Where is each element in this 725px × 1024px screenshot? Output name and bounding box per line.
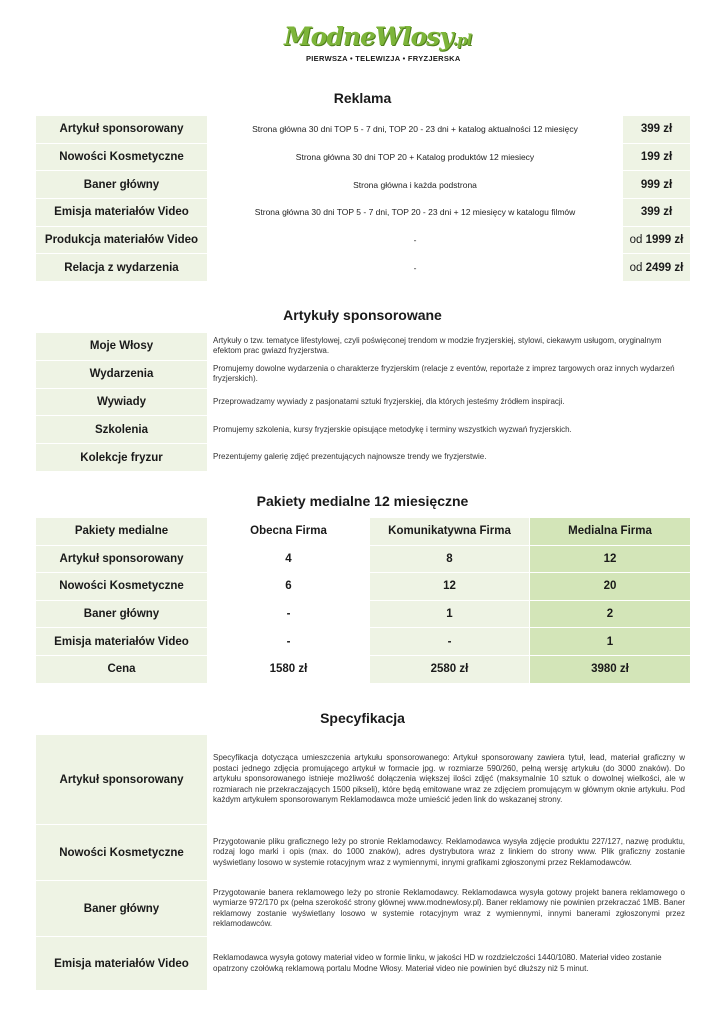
row-description: Promujemy szkolenia, kursy fryzjerskie opisujące metodykę i terminy wszystkich wyzwań fryzjerskich. — [208, 416, 691, 444]
row-label: Artykuł sponsorowany — [36, 545, 208, 573]
row-description: Prezentujemy galerię zdjęć prezentujących najnowsze trendy we fryzjerstwie. — [208, 444, 691, 472]
row-label: Wywiady — [36, 388, 208, 416]
row-price: od 2499 zł — [623, 254, 691, 282]
heading-specyfikacja: Specyfikacja — [320, 710, 405, 726]
table-row — [36, 937, 691, 991]
row-label: Nowości Kosmetyczne — [36, 573, 208, 601]
reklama-rows — [36, 116, 691, 282]
table-row — [36, 143, 691, 171]
cell-obecna: - — [208, 600, 370, 628]
table-row — [36, 416, 691, 444]
row-label: Szkolenia — [36, 416, 208, 444]
row-label: Emisja materiałów Video — [36, 199, 208, 227]
row-description: - — [208, 254, 623, 282]
reklama-table — [35, 115, 691, 282]
table-row — [36, 881, 691, 937]
table-row — [36, 735, 691, 825]
row-label: Emisja materiałów Video — [36, 937, 208, 991]
row-description: Przygotowanie banera reklamowego leży po stronie Reklamodawcy. Reklamodawca wysyła gotowy projekt banera reklamowego o wymiarze 972/170 px (pełna szerokość strony głównej www.modnewlosy.pl). Baner reklamowy nie powinien przekraczać 1MB. Baner reklamowy zostanie wyświetlany losowo w systemie rotacyjnym wraz z wymiennymi, innymi banerami zgłoszonymi przez reklamodawców. — [208, 881, 691, 937]
heading-pakiety: Pakiety medialne 12 miesięczne — [256, 493, 469, 509]
column-header: Obecna Firma — [208, 518, 370, 546]
table-row — [36, 360, 691, 388]
row-description: Reklamodawca wysyła gotowy materiał video w formie linku, w jakości HD w rozdzielczości 1440/1080. Materiał video zostanie opatrzony czołówką reklamową portalu Modne Włosy. Materiał video nie powinien być dłuższy niż 5 minut. — [208, 937, 691, 991]
column-header: Medialna Firma — [530, 518, 691, 546]
artykuly-table — [35, 332, 691, 472]
cell-medialna: 2 — [530, 600, 691, 628]
cell-obecna: 4 — [208, 545, 370, 573]
row-description: Przygotowanie pliku graficznego leży po stronie Reklamodawcy. Reklamodawca wysyła zdjęcie produktu 227/127, nazwę produktu, rodzaj logo marki i opis (max. do 1000 znaków), adres dystrybutora wraz z linkiem do strony www. Plik graficzny zostanie wyświetlany losowo w systemie rotacyjnym wraz z wymiennymi, innymi grafikami zgłoszonymi przez Reklamodawców. — [208, 825, 691, 881]
column-header: Komunikatywna Firma — [370, 518, 530, 546]
row-label: Baner główny — [36, 881, 208, 937]
row-label: Nowości Kosmetyczne — [36, 825, 208, 881]
cell-obecna: 1580 zł — [208, 655, 370, 683]
table-row — [36, 825, 691, 881]
cell-komunikatywna: 8 — [370, 545, 530, 573]
row-description: Promujemy dowolne wydarzenia o charakterze fryzjerskim (relacje z eventów, reportaże z imprez targowych oraz innych wydarzeń fryzjerskich). — [208, 360, 691, 388]
table-row — [36, 573, 691, 601]
row-label: Kolekcje fryzur — [36, 444, 208, 472]
cell-komunikatywna: 1 — [370, 600, 530, 628]
specyfikacja-table — [35, 734, 691, 991]
table-row-price — [36, 655, 691, 683]
row-label: Baner główny — [36, 600, 208, 628]
logo-tagline: PIERWSZA • TELEWIZJA • FRYZJERSKA — [306, 54, 461, 63]
logo-wordmark: ModneWlosy.pl — [284, 22, 472, 51]
row-label: Wydarzenia — [36, 360, 208, 388]
row-label: Emisja materiałów Video — [36, 628, 208, 656]
row-description: - — [208, 226, 623, 254]
cell-komunikatywna: - — [370, 628, 530, 656]
table-row — [36, 444, 691, 472]
table-row — [36, 545, 691, 573]
cell-medialna: 12 — [530, 545, 691, 573]
row-description: Specyfikacja dotycząca umieszczenia artykułu sponsorowanego: Artykuł sponsorowany zawiera tytuł, lead, materiał graficzny w postaci jednego zdjęcia promującego artykuł w formacie jpg. w rozmiarze 590/260, pełną wersję artykułu (do 3000 znaków). Do artykułu sponsorowanego istnieje możliwość dołączenia większej ilości zdjęć (maksymalnie 10 sztuk o dowolnej wielkości, ale w rozmiarach nie przekraczających 1500 pikseli), które będą emitowane wraz ze zdjęciem promującym w głównym oknie artykułu. Pod każdym artykułem sponsorowanym Reklamodawca może umieścić jeden link do wskazanej strony. — [208, 735, 691, 825]
table-row — [36, 226, 691, 254]
row-label: Artykuł sponsorowany — [36, 735, 208, 825]
row-price: od 1999 zł — [623, 226, 691, 254]
row-label: Artykuł sponsorowany — [36, 116, 208, 144]
row-label: Moje Włosy — [36, 333, 208, 361]
table-row — [36, 628, 691, 656]
row-description: Strona główna i każda podstrona — [208, 171, 623, 199]
row-price: 199 zł — [623, 143, 691, 171]
row-label: Baner główny — [36, 171, 208, 199]
cell-medialna: 20 — [530, 573, 691, 601]
table-row — [36, 333, 691, 361]
row-description: Przeprowadzamy wywiady z pasjonatami sztuki fryzjerskiej, dla których jesteśmy źródłem inspiracji. — [208, 388, 691, 416]
row-description: Strona główna 30 dni TOP 20 + Katalog produktów 12 miesiecy — [208, 143, 623, 171]
table-header-row — [36, 518, 691, 546]
row-label: Produkcja materiałów Video — [36, 226, 208, 254]
table-row — [36, 254, 691, 282]
table-row — [36, 116, 691, 144]
row-description: Artykuły o tzw. tematyce lifestylowej, czyli poświęconej trendom w modzie fryzjerskiej, stylowi, ciekawym usługom, oryginalnym efektom prac gwiazd fryzjerstwa. — [208, 333, 691, 361]
table-row — [36, 199, 691, 227]
cell-medialna: 3980 zł — [530, 655, 691, 683]
table-row — [36, 388, 691, 416]
column-header: Pakiety medialne — [36, 518, 208, 546]
row-label: Relacja z wydarzenia — [36, 254, 208, 282]
row-price: 399 zł — [623, 199, 691, 227]
row-label: Nowości Kosmetyczne — [36, 143, 208, 171]
heading-reklama: Reklama — [333, 90, 392, 106]
row-price: 399 zł — [623, 116, 691, 144]
cell-medialna: 1 — [530, 628, 691, 656]
row-price: 999 zł — [623, 171, 691, 199]
logo — [284, 22, 472, 66]
row-label: Cena — [36, 655, 208, 683]
row-description: Strona główna 30 dni TOP 5 - 7 dni, TOP 20 - 23 dni + katalog aktualności 12 miesięcy — [208, 116, 623, 144]
table-row — [36, 600, 691, 628]
table-row — [36, 171, 691, 199]
cell-obecna: - — [208, 628, 370, 656]
row-description: Strona główna 30 dni TOP 5 - 7 dni, TOP 20 - 23 dni + 12 miesięcy w katalogu filmów — [208, 199, 623, 227]
cell-obecna: 6 — [208, 573, 370, 601]
cell-komunikatywna: 12 — [370, 573, 530, 601]
pakiety-table — [35, 517, 691, 684]
cell-komunikatywna: 2580 zł — [370, 655, 530, 683]
heading-artykuly: Artykuły sponsorowane — [283, 307, 442, 323]
